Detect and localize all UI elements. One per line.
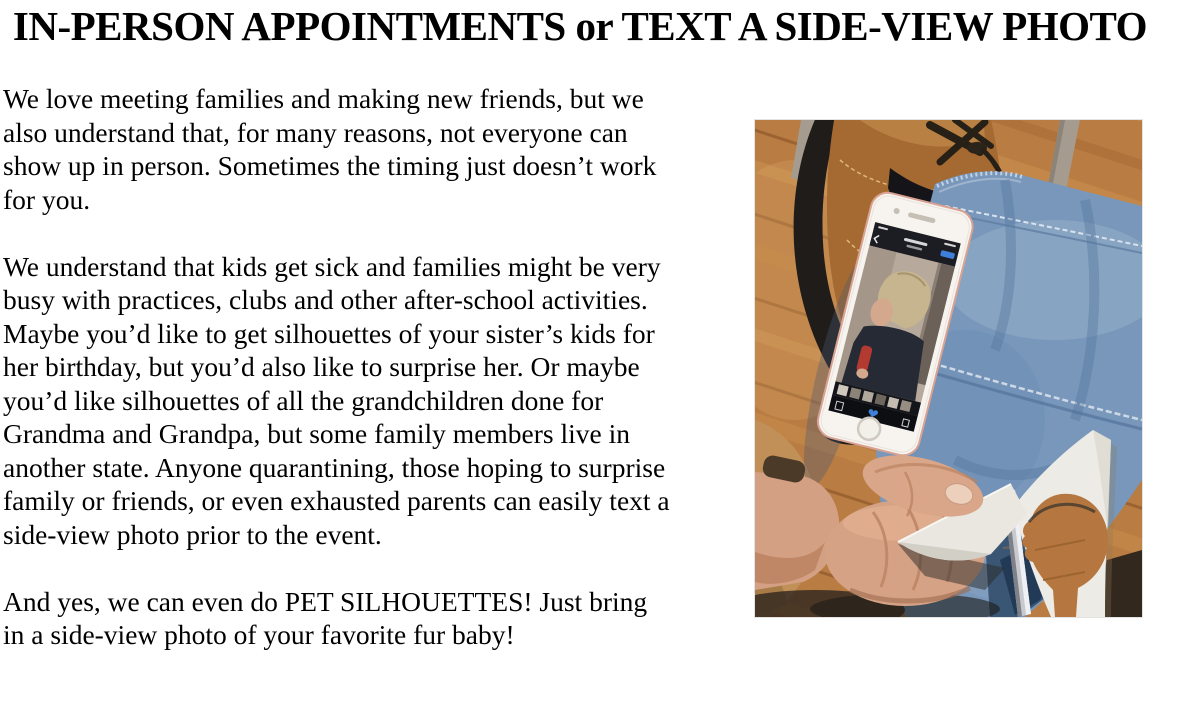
paragraph-pets (3, 585, 755, 652)
silhouette-process-photo (755, 120, 1142, 617)
text-line: for you. (3, 183, 91, 215)
text-line: side-view photo prior to the event. (3, 518, 382, 550)
text-line: family or friends, or even exhausted parents can easily text a (3, 485, 670, 516)
text-line: We love meeting families and making new friends, but we (3, 83, 644, 114)
text-line: Maybe you’d like to get silhouettes of your sister’s kids for (3, 317, 655, 349)
text-line: another state. Anyone quarantining, those hoping to surprise (3, 451, 666, 483)
text-line: her birthday, but you’d also like to surprise her. Or maybe (3, 351, 640, 382)
page-title: IN-PERSON APPOINTMENTS or TEXT A SIDE-VIEW PHOTO (12, 3, 1148, 49)
text-line: And yes, we can even do PET SILHOUETTES! Just bring (3, 585, 648, 617)
paragraph-reasons (3, 250, 755, 552)
paragraph-intro (3, 82, 755, 216)
text-line: also understand that, for many reasons, not everyone can (3, 116, 628, 148)
text-line: show up in person. Sometimes the timing just doesn’t work (3, 150, 657, 181)
text-line: you’d like silhouettes of all the grandchildren done for (3, 384, 604, 416)
text-line: busy with practices, clubs and other after-school activities. (3, 284, 648, 315)
text-line: Grandma and Grandpa, but some family members live in (3, 418, 630, 449)
text-line: in a side-view photo of your favorite fur baby! (3, 619, 515, 650)
body-text (3, 82, 755, 652)
text-line: We understand that kids get sick and families might be very (3, 250, 661, 282)
